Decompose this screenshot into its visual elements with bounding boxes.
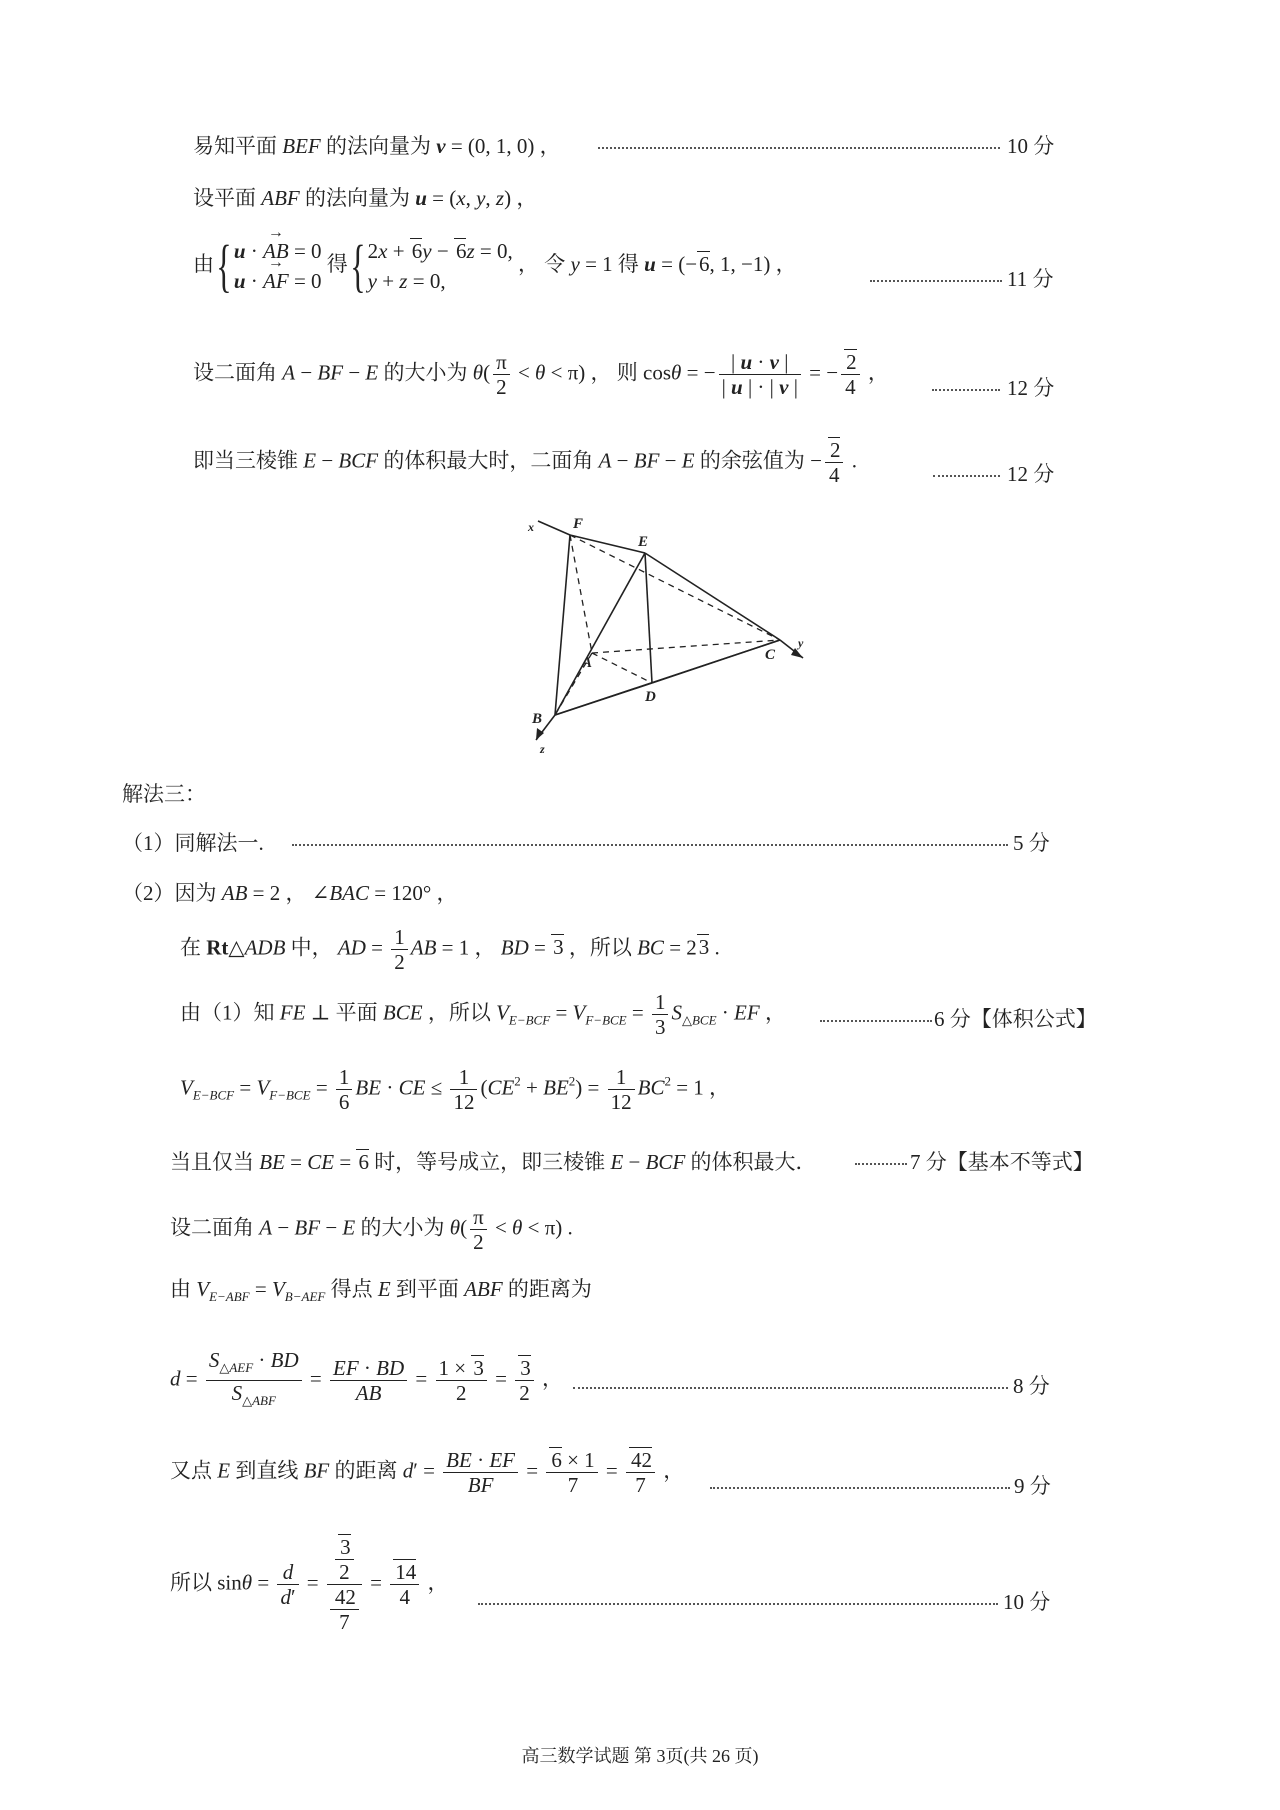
leader-dots <box>710 1485 1010 1489</box>
score-5: 5 分 <box>1013 831 1050 855</box>
tag-volume-formula: 6 分【体积公式】 <box>934 1007 1097 1031</box>
score-12: 12 分 <box>1007 376 1055 400</box>
label-B: B <box>532 711 543 727</box>
label-D: D <box>645 689 656 705</box>
line-sin-theta: 所以 sinθ = $\frac{d}{d'}$ = $\frac{\frac{3}{2}}{\frac{42}{7}}$ = $\frac{14}{4}$ ， <box>170 1535 449 1634</box>
method3-title: 解法三： <box>122 782 206 806</box>
line-normal-vector-abf: 设平面 ABF 的法向量为 u = (x, y, z) ， <box>193 186 538 210</box>
line-volume-equal: 由 $V_{E-ABF} = V_{B-AEF}$ 得点 E 到平面 ABF 的距离为 <box>170 1277 592 1304</box>
line-normal-vector-bef: 易知平面 BEF 的法向量为 v = (0, 1, 0) ， <box>193 134 561 158</box>
score-10b: 10 分 <box>1003 1590 1051 1614</box>
line-distance-d: d = $\frac{S_{\triangle AEF} \cdot BD}{S_{\triangle ABF}}$ = $\frac{EF \cdot BD}{AB}$ = $\frac{1 \times 3}{2}$ = $\frac{3}{2}$ ， <box>170 1348 563 1408</box>
label-z: z <box>540 742 545 755</box>
label-A: A <box>582 655 593 671</box>
pyramid-figure <box>520 515 820 755</box>
page-footer: 高三数学试题 第 3页(共 26 页) <box>521 1746 759 1766</box>
leader-dots <box>870 278 1002 282</box>
leader-dots <box>820 1018 932 1022</box>
tag-inequality: 7 分【基本不等式】 <box>910 1150 1094 1174</box>
leader-dots <box>932 387 1000 391</box>
part2-line: （2）因为 AB = 2 ， ∠BAC = 120° ， <box>122 881 458 905</box>
line-cos-theta: 设二面角 A − BF − E 的大小为 θ( $\frac{\pi}{2}$ < θ < π) ， 则 cosθ = − $\frac{| u \cdot v |}{| u | \cdot | v |}$ = − $\frac{2}{4}$ ， <box>193 350 889 399</box>
label-x: x <box>528 520 534 534</box>
label-C: C <box>765 647 776 663</box>
score-12b: 12 分 <box>1007 462 1055 486</box>
score-11: 11 分 <box>1007 267 1054 291</box>
leader-dots <box>478 1601 998 1605</box>
leader-dots <box>933 473 1000 477</box>
part1-line: （1）同解法一. <box>122 831 264 855</box>
line-equality-condition: 当且仅当 BE = CE = 6 时，等号成立，即三棱锥 E − BCF 的体积最大． <box>170 1150 817 1174</box>
line-rt-adb: 在 Rt△ADB 中， AD = $\frac{1}{2}$ AB = 1 ， BD = 3 ，所以 BC = 23 . <box>180 925 720 974</box>
label-y: y <box>798 636 804 650</box>
line-equation-system: 由{ u · → AB = 0 u · → AF = 0 得{ 2x + 6y − 6z = 0, y + z = 0, ， 令 y = 1 得 u = (−6, 1, −1) ， <box>193 236 797 296</box>
leader-dots <box>855 1161 907 1165</box>
axis-x <box>538 521 570 535</box>
line-dihedral-angle: 设二面角 A − BF − E 的大小为 θ( $\frac{\pi}{2}$ < θ < π) . <box>170 1205 573 1254</box>
leader-dots <box>573 1385 1008 1389</box>
line-volume-inequality: $V_{E-BCF} = V_{F-BCE}$ = $\frac{1}{6}$ BE · CE ≤ $\frac{1}{12}$ $(CE^2 + BE^2)$ = $\frac{1}{12}$ $BC^2 = 1$ ， <box>180 1065 731 1114</box>
leader-dots <box>598 145 1000 149</box>
line-conclusion-cos: 即当三棱锥 E − BCF 的体积最大时，二面角 A − BF − E 的余弦值为 − $\frac{2}{4}$ . <box>193 438 857 487</box>
line-volume-formula: 由（1）知 FE ⊥ 平面 BCE ，所以 $V_{E-BCF} = V_{F-BCE}$ = $\frac{1}{3}$ $S_{\triangle BCE}$ · EF ， <box>180 990 786 1039</box>
score-10: 10 分 <box>1007 134 1055 158</box>
label-F: F <box>573 516 584 532</box>
label-E: E <box>638 534 649 550</box>
line-distance-d-prime: 又点 E 到直线 BF 的距离 d′ = $\frac{BE \cdot EF}{BF}$ = $\frac{6 \times 1}{7}$ = $\frac{42}{7}$ ， <box>170 1448 685 1497</box>
leader-dots <box>292 842 1008 846</box>
score-9: 9 分 <box>1014 1474 1051 1498</box>
score-8: 8 分 <box>1013 1374 1050 1398</box>
